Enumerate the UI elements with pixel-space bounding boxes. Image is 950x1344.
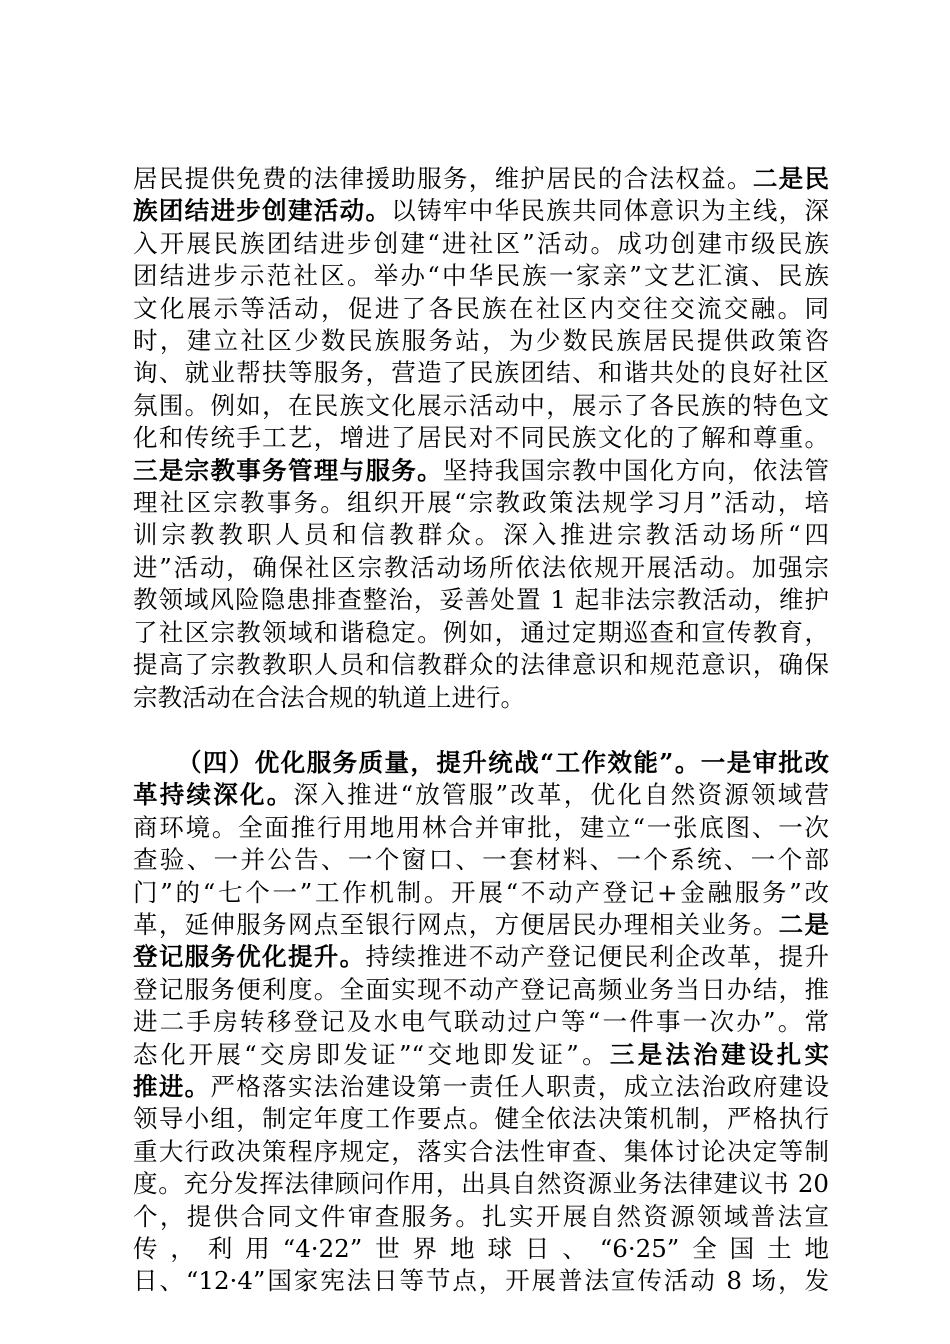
text-line xyxy=(133,584,829,616)
body-text: 理社区宗教事务。组织开展“宗教政策法规学习月”活动，培 xyxy=(133,488,829,518)
body-text: 入开展民族团结进步创建“进社区”活动。成功创建市级民族 xyxy=(133,228,829,258)
text-line xyxy=(133,844,829,876)
text-line xyxy=(133,228,829,260)
text-line xyxy=(133,974,829,1006)
text-line xyxy=(133,909,829,941)
text-line xyxy=(133,1201,829,1233)
body-text: 时，建立社区少数民族服务站，为少数民族居民提供政策咨 xyxy=(133,326,829,356)
bold-heading-text: 三是宗教事务管理与服务。 xyxy=(133,455,443,485)
body-text: 以铸牢中华民族共同体意识为主线，深 xyxy=(391,196,830,226)
text-line xyxy=(133,1103,829,1135)
text-line xyxy=(133,812,829,844)
document-page xyxy=(133,163,829,1298)
bold-heading-text: 三是法治建设扎实 xyxy=(609,1039,829,1069)
body-text: 深入推进“放管服”改革，优化自然资源领域营 xyxy=(293,780,830,810)
text-line xyxy=(133,1168,829,1200)
body-text: 提高了宗教教职人员和信教群众的法律意识和规范意识，确保 xyxy=(133,650,829,680)
body-text: 度。充分发挥法律顾问作用，出具自然资源业务法律建议书 20 xyxy=(133,1169,829,1199)
text-line xyxy=(133,877,829,909)
text-line xyxy=(133,682,829,714)
body-text: 进二手房转移登记及水电气联动过户等“一件事一次办”。常 xyxy=(133,1007,829,1037)
text-line xyxy=(133,455,829,487)
text-line xyxy=(133,1039,829,1071)
body-text: 询、就业帮扶等服务，营造了民族团结、和谐共处的良好社区 xyxy=(133,358,829,388)
paragraph-gap xyxy=(133,714,829,747)
body-text: 态化开展“交房即发证”“交地即发证”。 xyxy=(133,1039,610,1069)
text-line xyxy=(133,1265,829,1297)
body-text: 门”的“七个一”工作机制。开展“不动产登记+金融服务”改 xyxy=(133,877,829,907)
text-line xyxy=(133,163,829,195)
bold-heading-text: 族团结进步创建活动。 xyxy=(133,196,392,226)
text-line xyxy=(133,617,829,649)
text-line xyxy=(133,519,829,551)
paragraph-service-quality xyxy=(133,747,829,1298)
bold-heading-text: （四）优化服务质量，提升统战“工作效能”。一是审批改 xyxy=(177,747,829,777)
body-text: 登记服务便利度。全面实现不动产登记高频业务当日办结，推 xyxy=(133,974,829,1004)
body-text: 严格落实法治建设第一责任人职责，成立法治政府建设 xyxy=(210,1071,830,1101)
body-text: 商环境。全面推行用地用林合并审批，建立“一张底图、一次 xyxy=(133,812,829,842)
text-line xyxy=(133,941,829,973)
text-line xyxy=(133,195,829,227)
body-text: 革，延伸服务网点至银行网点，方便居民办理相关业务。 xyxy=(133,909,779,939)
bold-heading-text: 登记服务优化提升。 xyxy=(133,942,366,972)
body-text: 团结进步示范社区。举办“中华民族一家亲”文艺汇演、民族 xyxy=(133,261,829,291)
body-text: 文化展示等活动，促进了各民族在社区内交往交流交融。同 xyxy=(133,293,829,323)
text-line xyxy=(133,649,829,681)
body-text: 居民提供免费的法律援助服务，维护居民的合法权益。 xyxy=(133,164,753,193)
text-line xyxy=(133,390,829,422)
body-text: 教领域风险隐患排查整治，妥善处置 1 起非法宗教活动，维护 xyxy=(133,585,829,615)
body-text: 氛围。例如，在民族文化展示活动中，展示了各民族的特色文 xyxy=(133,390,829,420)
text-line xyxy=(133,357,829,389)
bold-heading-text: 二是 xyxy=(778,909,829,939)
body-text: 坚持我国宗教中国化方向，依法管 xyxy=(442,455,829,485)
body-text: 日、“12·4”国家宪法日等节点，开展普法宣传活动 8 场，发 xyxy=(133,1266,829,1296)
body-text: 训宗教教职人员和信教群众。深入推进宗教活动场所“四 xyxy=(133,520,829,550)
body-text: 传，利用“4·22”世界地球日、“6·25”全国土地 xyxy=(133,1234,829,1263)
text-line xyxy=(133,1006,829,1038)
text-line xyxy=(133,487,829,519)
body-text: 化和传统手工艺，增进了居民对不同民族文化的了解和尊重。 xyxy=(133,423,829,453)
bold-heading-text: 二是民 xyxy=(752,164,829,193)
text-line xyxy=(133,260,829,292)
text-line xyxy=(133,552,829,584)
body-text: 了社区宗教领域和谐稳定。例如，通过定期巡查和宣传教育， xyxy=(133,617,829,647)
body-text: 查验、一并公告、一个窗口、一套材料、一个系统、一个部 xyxy=(133,845,829,875)
text-line xyxy=(133,747,829,779)
body-text: 个，提供合同文件审查服务。扎实开展自然资源领域普法宣 xyxy=(133,1201,829,1231)
bold-heading-text: 革持续深化。 xyxy=(133,780,294,810)
body-text: 领导小组，制定年度工作要点。健全依法决策机制，严格执行 xyxy=(133,1104,829,1134)
body-text: 宗教活动在合法合规的轨道上进行。 xyxy=(133,682,525,712)
text-line xyxy=(133,779,829,811)
text-line xyxy=(133,325,829,357)
body-text: 持续推进不动产登记便民利企改革，提升 xyxy=(365,942,830,972)
text-line xyxy=(133,1136,829,1168)
body-text: 进”活动，确保社区宗教活动场所依法依规开展活动。加强宗 xyxy=(133,552,829,582)
text-line xyxy=(133,422,829,454)
text-line xyxy=(133,1233,829,1265)
body-text: 重大行政决策程序规定，落实合法性审查、集体讨论决定等制 xyxy=(133,1136,829,1166)
text-line xyxy=(133,293,829,325)
paragraph-ethnic-religious xyxy=(133,163,829,714)
text-line xyxy=(133,1071,829,1103)
bold-heading-text: 推进。 xyxy=(133,1071,211,1101)
